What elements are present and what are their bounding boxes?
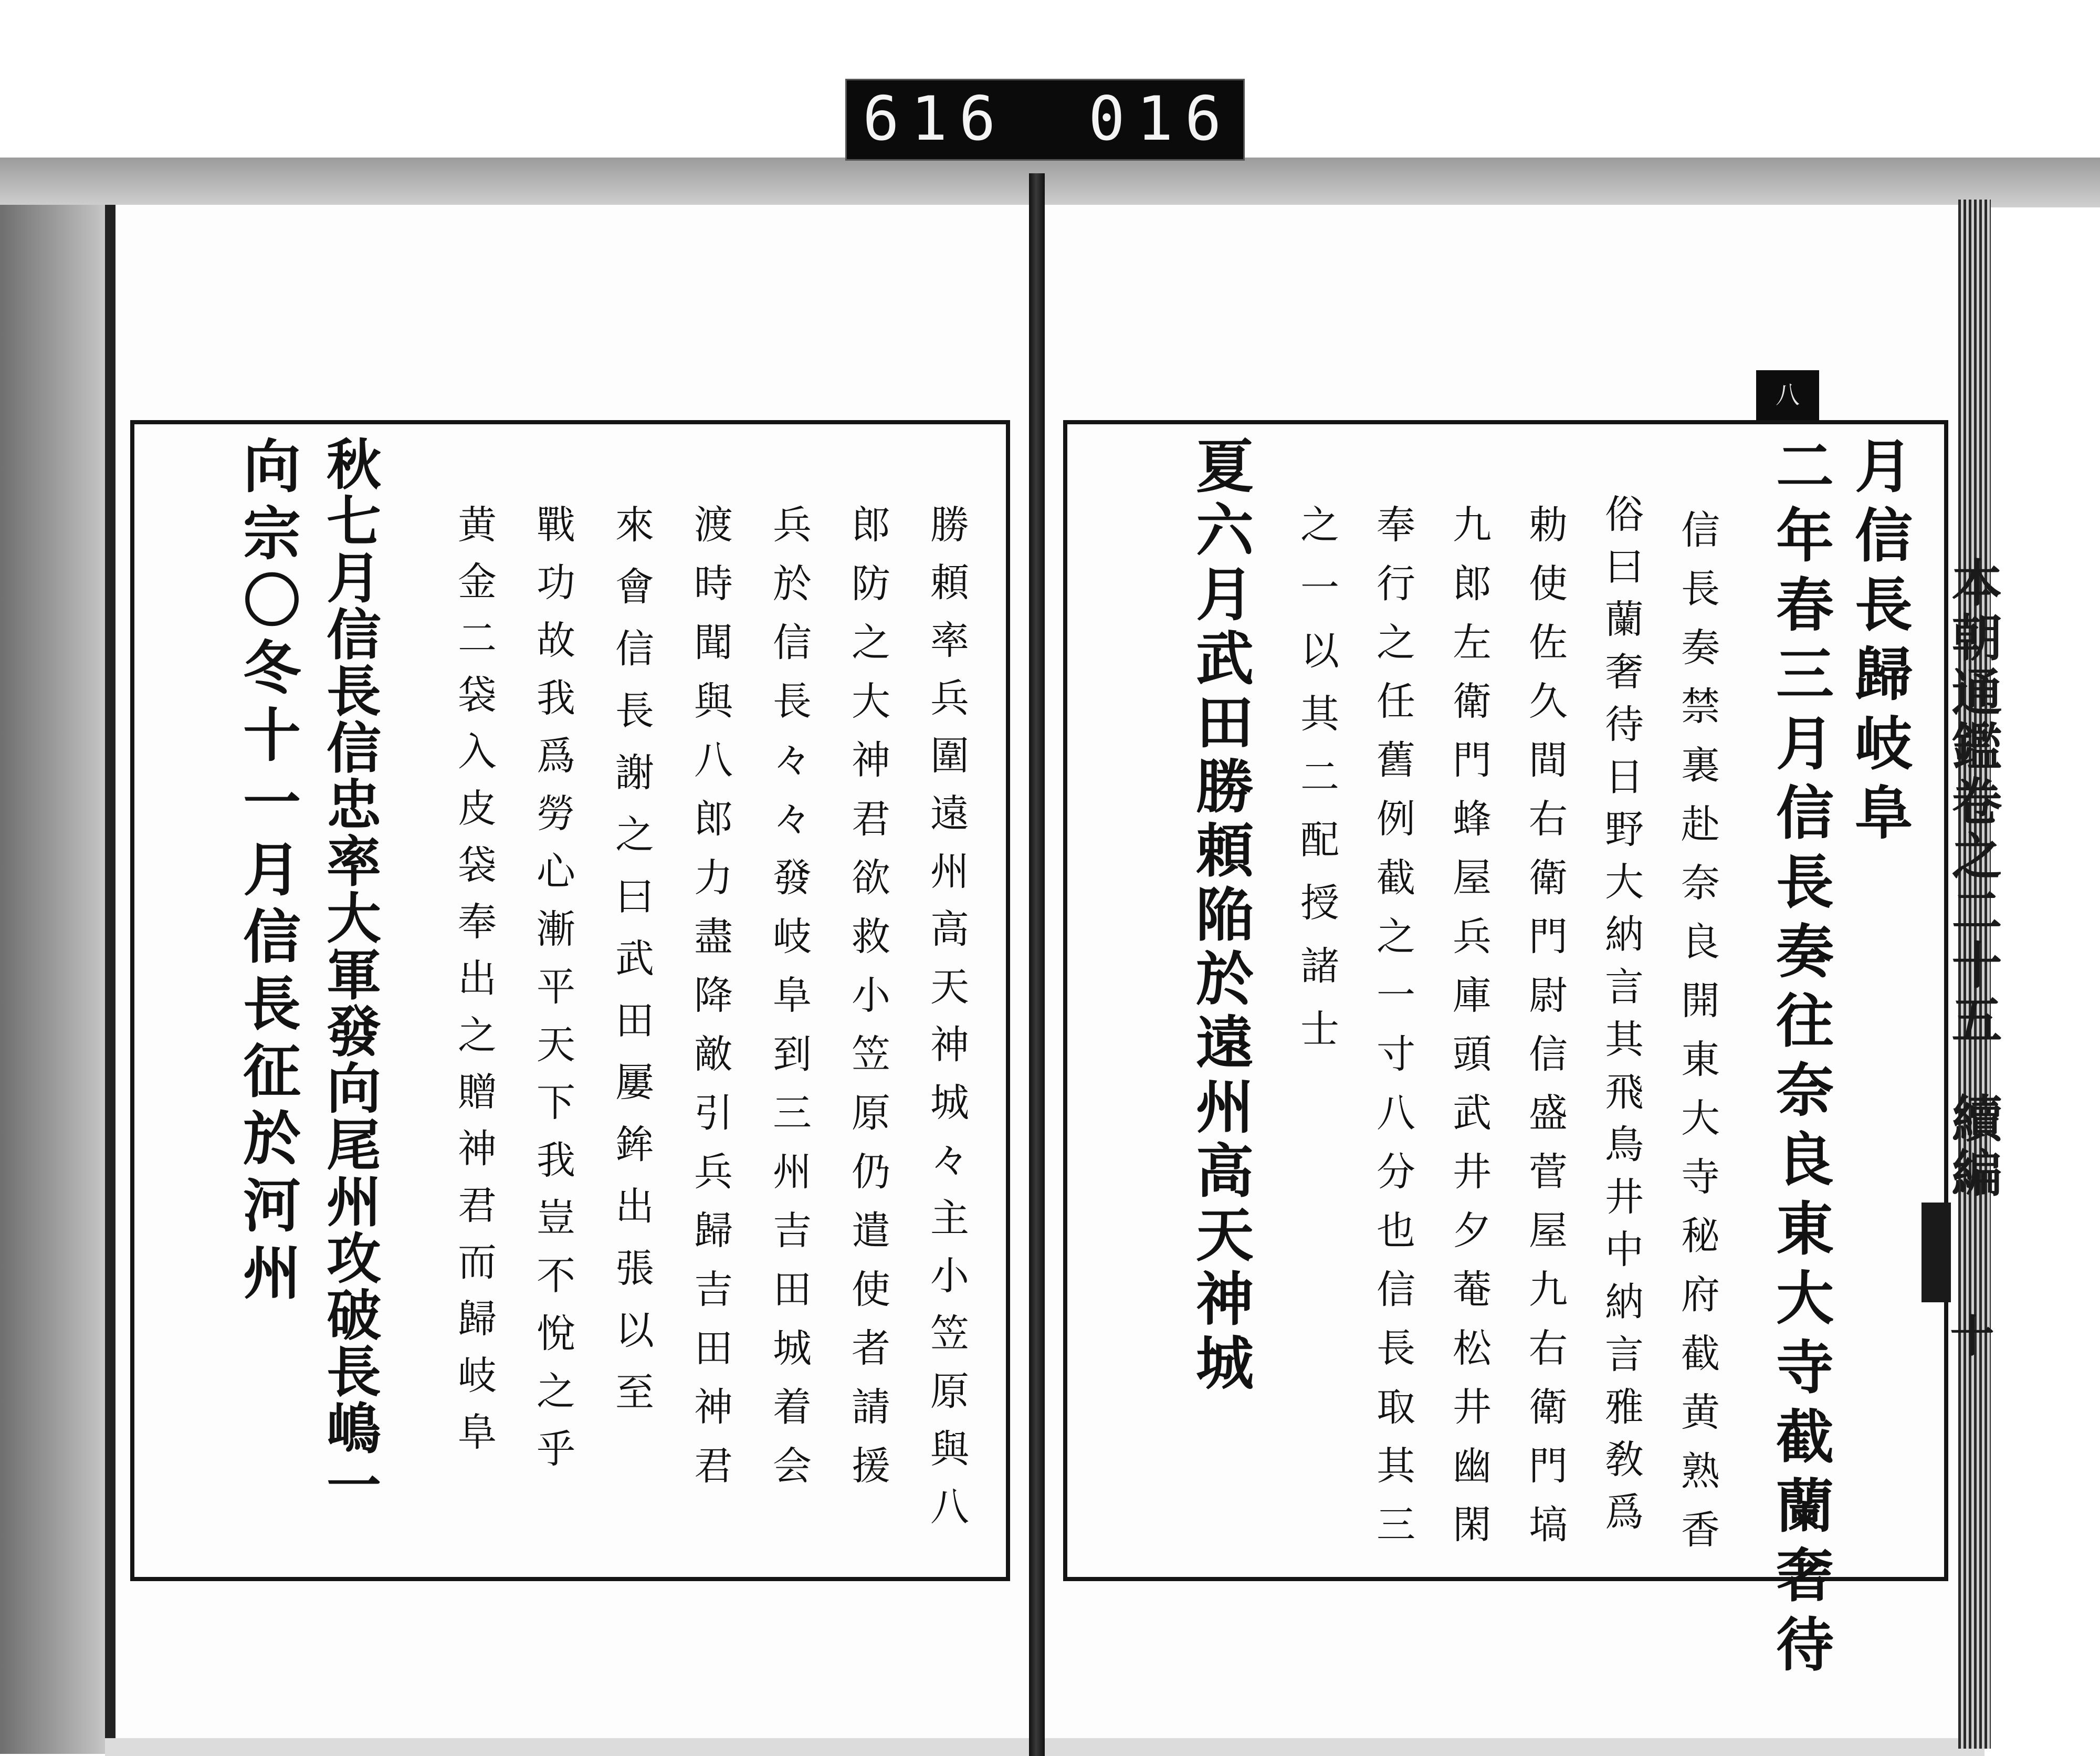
label-plate [845, 79, 1245, 161]
right-col-5: 勅使佐久間右衛門尉信盛菅屋九右衛門塙 [1522, 504, 1568, 1563]
plate-left-number: 616 [863, 83, 1007, 154]
left-col-9: 向宗〇冬十一月信長征於河州 [234, 436, 301, 1310]
plate-right-number: 016 [1088, 83, 1233, 154]
right-col-8: 之一以其二配授諸士 [1294, 504, 1339, 1071]
right-col-7: 奉行之任舊例截之一寸八分也信長取其三 [1370, 504, 1415, 1563]
header-mark [1922, 1203, 1951, 1302]
left-col-8: 秋七月信長信忠率大軍發向尾州攻破長嶋一 [317, 436, 382, 1513]
left-col-7: 黄金二袋入皮袋奉出之贈神君而歸岐阜 [452, 504, 497, 1468]
left-col-4: 渡時聞與八郎力盡降敵引兵歸吉田神君 [688, 504, 733, 1504]
left-col-3: 兵於信長々々發岐阜到三州吉田城着会 [766, 504, 812, 1504]
header-title: 本朝通鑑卷之二十五 [1944, 557, 2003, 1048]
right-col-6: 九郎左衛門蜂屋兵庫頭武井夕菴松井幽閑 [1446, 504, 1492, 1563]
right-col-3: 信長奏禁裏赴奈良開東大寺秘府截黄熟香 [1675, 509, 1720, 1568]
right-col-4: 俗曰蘭奢待日野大納言其飛鳥井中納言雅敎爲 [1599, 494, 1644, 1544]
right-col-2: 二年春三月信長奏往奈良東大寺截蘭奢待 [1767, 436, 1834, 1684]
right-col-1: 月信長歸岐阜 [1845, 436, 1913, 852]
left-col-5: 來會信長謝之曰武田屢鉾出張以至 [609, 504, 654, 1434]
left-col-2: 郎防之大神君欲救小笠原仍遣使者請援 [845, 504, 890, 1504]
header-subtitle: 續編 [1944, 1092, 2003, 1201]
book-spine [1029, 173, 1045, 1756]
margin-tag: 八 [1756, 370, 1819, 420]
scan-top-strip [0, 158, 2100, 207]
left-col-6: 戰功故我爲勞心漸平天下我豈不悅之乎 [530, 504, 575, 1486]
scan-left-shadow [0, 205, 116, 1754]
right-col-9: 夏六月武田勝頼陥於遠州高天神城 [1186, 436, 1254, 1397]
header-folio: 十 [1943, 1313, 1995, 1357]
left-col-1: 勝頼率兵圍遠州高天神城々主小笠原與八 [924, 504, 969, 1544]
